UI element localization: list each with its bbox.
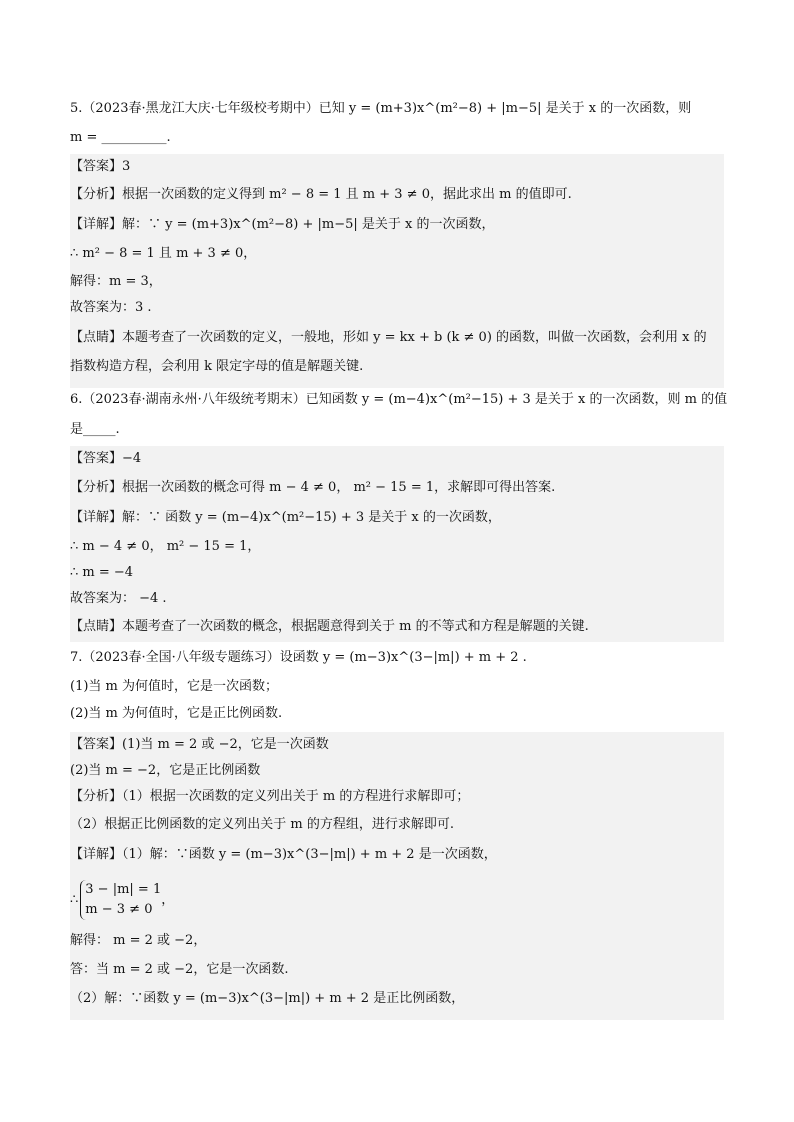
problem-7-question-part-1: (1)当 m 为何值时，它是一次函数； — [70, 679, 279, 694]
problem-6-question-line-2: 是_____. — [70, 422, 120, 437]
problem-5-detail-line: ∴ m² − 8 = 1 且 m + 3 ≠ 0， — [70, 246, 257, 261]
problem-7-equation-system — [70, 880, 724, 920]
problem-6-detail-line: ∴ m − 4 ≠ 0， m² − 15 = 1， — [70, 539, 261, 554]
problem-6-detail: 【详解】解：∵ 函数 y = (m−4)x^(m²−15) + 3 是关于 x 的一次函数， — [70, 510, 501, 525]
problem-5-question-line-2: m = __________. — [70, 130, 171, 145]
problem-7-detail-line: 答：当 m = 2 或 −2，它是一次函数. — [70, 962, 289, 977]
problem-5-analysis: 【分析】根据一次函数的定义得到 m² − 8 = 1 且 m + 3 ≠ 0，据此求出 m 的值即可. — [70, 187, 572, 202]
problem-5-detail: 【详解】解：∵ y = (m+3)x^(m²−8) + |m−5| 是关于 x 的一次函数， — [70, 217, 495, 232]
problem-7-analysis-line-2: （2）根据正比例函数的定义列出关于 m 的方程组，进行求解即可. — [70, 817, 454, 832]
problem-5-question-line-1: 5.（2023春·黑龙江大庆·七年级校考期中）已知 y = (m+3)x^(m²−8) + |m−5| 是关于 x 的一次函数，则 — [70, 101, 692, 116]
problem-7-detail: 【详解】（1）解：∵函数 y = (m−3)x^(3−|m|) + m + 2 是一次函数， — [70, 847, 497, 862]
system-suffix: ， — [161, 892, 175, 908]
problem-6-detail-line: 故答案为： −4 . — [70, 591, 167, 606]
problem-6-analysis: 【分析】根据一次函数的概念可得 m − 4 ≠ 0， m² − 15 = 1，求解即可得出答案. — [70, 480, 556, 495]
problem-7-answer-line-2: (2)当 m = −2，它是正比例函数 — [70, 763, 261, 778]
problem-7-question-line-1: 7.（2023春·全国·八年级专题练习）设函数 y = (m−3)x^(3−|m|) + m + 2 . — [70, 650, 527, 665]
brace-system — [80, 880, 161, 920]
problem-5-remark-line-2: 指数构造方程，会利用 k 限定字母的值是解题关键. — [70, 359, 364, 374]
problem-6-answer: 【答案】−4 — [70, 451, 142, 466]
problem-7-question-part-2: (2)当 m 为何值时，它是正比例函数. — [70, 706, 283, 721]
problem-5-detail-line: 解得：m = 3， — [70, 274, 162, 289]
therefore-symbol: ∴ — [70, 892, 79, 908]
problem-7-detail-line: （2）解：∵函数 y = (m−3)x^(3−|m|) + m + 2 是正比例函数， — [70, 991, 465, 1006]
problem-5-detail-line: 故答案为：3 . — [70, 300, 152, 315]
problem-7-detail-line: 解得： m = 2 或 −2， — [70, 933, 207, 948]
problem-7-analysis: 【分析】（1）根据一次函数的定义列出关于 m 的方程进行求解即可； — [70, 789, 470, 804]
problem-5-answer: 【答案】3 — [70, 159, 131, 174]
system-equation-2: m − 3 ≠ 0 — [85, 902, 153, 917]
problem-5-remark: 【点睛】本题考查了一次函数的定义，一般地，形如 y = kx + b (k ≠ 0) 的函数，叫做一次函数，会利用 x 的 — [70, 330, 707, 345]
system-equation-1: 3 − |m| = 1 — [85, 882, 162, 897]
problem-6-detail-line: ∴ m = −4 — [70, 565, 134, 580]
problem-7-answer: 【答案】(1)当 m = 2 或 −2，它是一次函数 — [70, 737, 329, 752]
problem-6-question-line-1: 6.（2023春·湖南永州·八年级统考期末）已知函数 y = (m−4)x^(m²−15) + 3 是关于 x 的一次函数，则 m 的值 — [70, 392, 728, 407]
problem-6-remark: 【点睛】本题考查了一次函数的概念，根据题意得到关于 m 的不等式和方程是解题的关键. — [70, 619, 589, 634]
